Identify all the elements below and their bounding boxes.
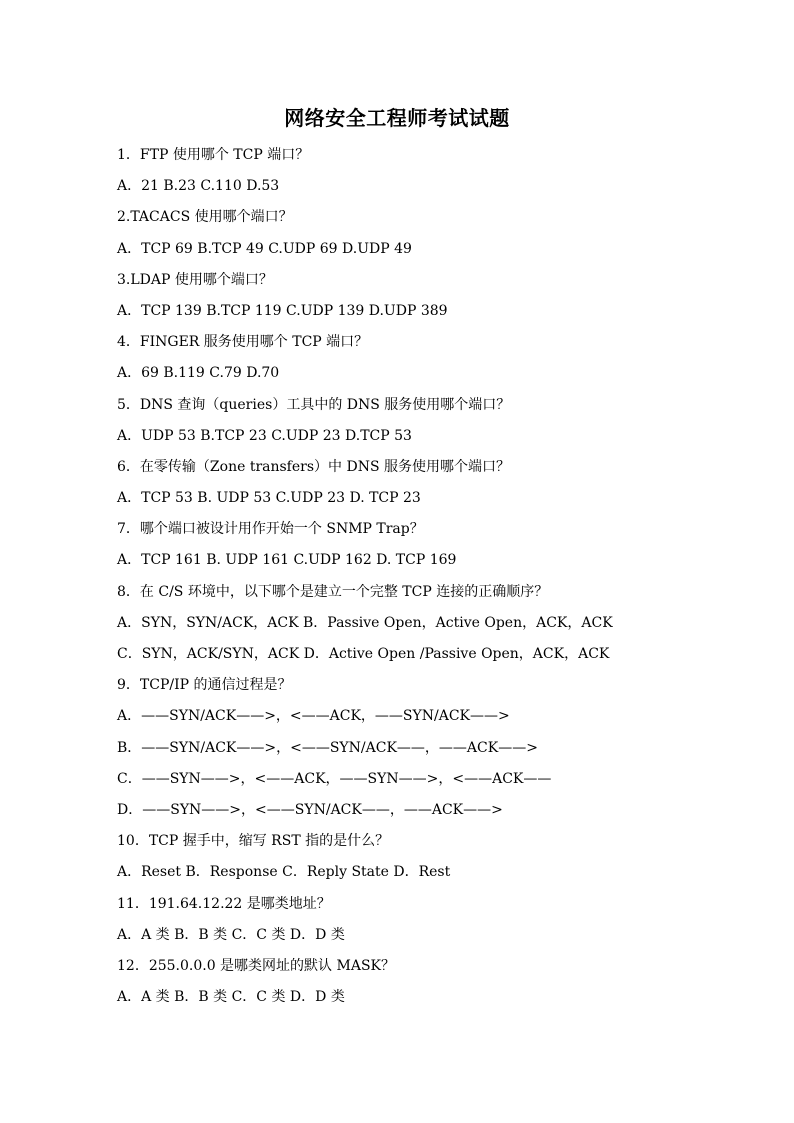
answer-options: A．A 类 B．B 类 C．C 类 D．D 类	[117, 926, 345, 943]
answer-options: A．69 B.119 C.79 D.70	[117, 365, 280, 382]
question-line: 6．在零传输（Zone transfers）中 DNS 服务使用哪个端口？	[117, 458, 510, 475]
answer-options: A．TCP 161 B. UDP 161 C.UDP 162 D. TCP 169	[117, 552, 457, 569]
answer-options: A．SYN，SYN/ACK，ACK B．Passive Open，Active Open，ACK，ACK	[117, 614, 613, 631]
question-line: 9．TCP/IP 的通信过程是？	[117, 677, 292, 694]
answer-options: D．——SYN——>，<——SYN/ACK——，——ACK——>	[117, 801, 503, 818]
answer-options: C．SYN，ACK/SYN，ACK D．Active Open /Passive Open，ACK，ACK	[117, 646, 610, 662]
answer-options: C．——SYN——>，<——ACK，——SYN——>，<——ACK——	[117, 770, 552, 787]
answer-options: A．TCP 69 B.TCP 49 C.UDP 69 D.UDP 49	[117, 240, 412, 257]
question-line: 10．TCP 握手中，缩写 RST 指的是什么？	[117, 833, 390, 850]
question-line: 8．在 C/S 环境中，以下哪个是建立一个完整 TCP 连接的正确顺序？	[117, 583, 549, 600]
question-line: 4．FINGER 服务使用哪个 TCP 端口？	[117, 334, 369, 351]
question-line: 7．哪个端口被设计用作开始一个 SNMP Trap？	[117, 521, 424, 538]
question-line: 11．191.64.12.22 是哪类地址？	[117, 895, 331, 912]
question-line: 1．FTP 使用哪个 TCP 端口？	[117, 147, 310, 163]
answer-options: A．TCP 139 B.TCP 119 C.UDP 139 D.UDP 389	[117, 302, 448, 319]
answer-options: A．UDP 53 B.TCP 23 C.UDP 23 D.TCP 53	[117, 427, 412, 444]
question-line: 3.LDAP 使用哪个端口？	[117, 271, 273, 288]
question-line: 12．255.0.0.0 是哪类网址的默认 MASK？	[117, 957, 396, 974]
question-list	[117, 140, 677, 1013]
answer-options: A．21 B.23 C.110 D.53	[117, 178, 280, 195]
page-title: 网络安全工程师考试试题	[284, 106, 510, 130]
answer-options: B．——SYN/ACK——>，<——SYN/ACK——，——ACK——>	[117, 739, 538, 756]
question-line: 5．DNS 查询（queries）工具中的 DNS 服务使用哪个端口？	[117, 396, 511, 413]
answer-options: A．A 类 B．B 类 C．C 类 D．D 类	[117, 989, 345, 1006]
answer-options: A．TCP 53 B. UDP 53 C.UDP 23 D. TCP 23	[117, 490, 421, 507]
answer-options: A．——SYN/ACK——>，<——ACK，——SYN/ACK——>	[117, 708, 510, 725]
question-line: 2.TACACS 使用哪个端口？	[117, 209, 293, 226]
answer-options: A．Reset B．Response C．Reply State D．Rest	[117, 864, 451, 881]
